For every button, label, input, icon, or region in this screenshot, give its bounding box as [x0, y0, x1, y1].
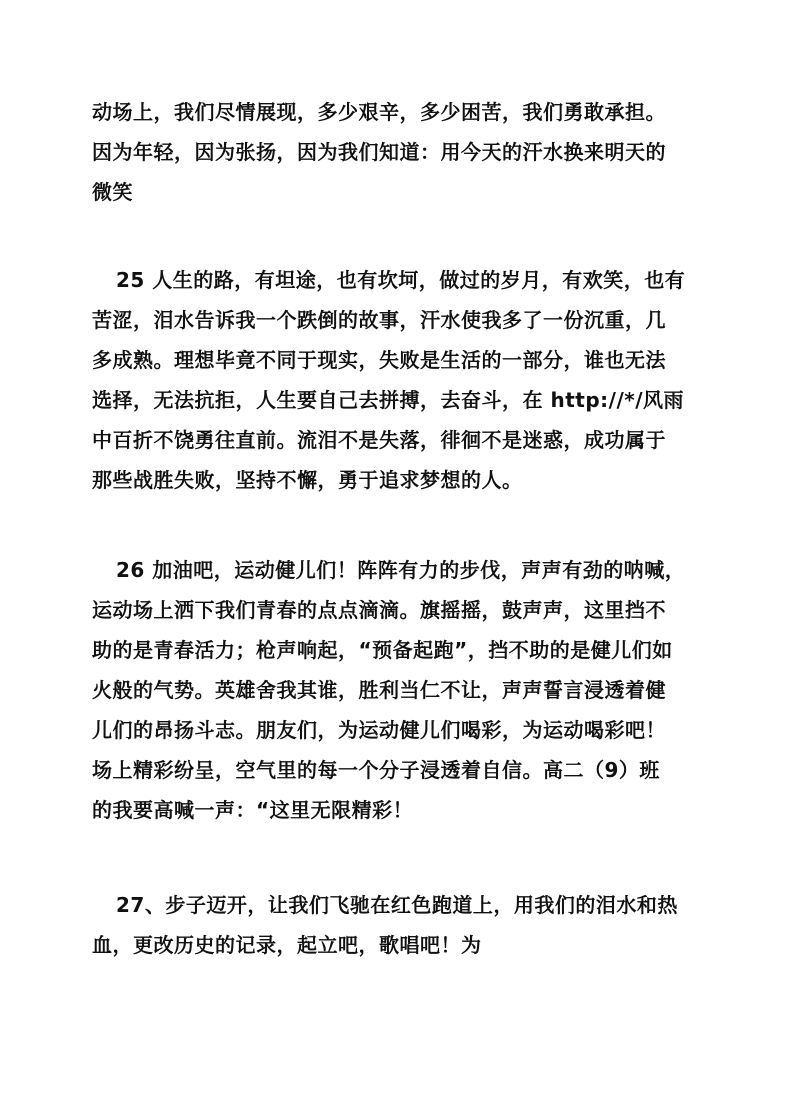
text-line: 运动场上洒下我们青春的点点滴滴。旗摇摇，鼓声声，这里挡不	[92, 598, 666, 622]
text-line: 那些战胜失败，坚持不懈，勇于追求梦想的人。	[92, 468, 523, 492]
text-line: 27、步子迈开，让我们飞驰在红色跑道上，用我们的泪水和热	[116, 893, 678, 917]
paragraph-25	[92, 260, 698, 500]
text-line: 助的是青春活力；枪声响起，“预备起跑”，挡不助的是健儿们如	[92, 638, 673, 662]
text-line: 26 加油吧，运动健儿们！阵阵有力的步伐，声声有劲的呐喊，	[116, 558, 686, 582]
text-line: 动场上，我们尽情展现，多少艰辛，多少困苦，我们勇敢承担。	[92, 100, 666, 124]
text-line: 25 人生的路，有坦途，也有坎坷，做过的岁月，有欢笑，也有	[116, 268, 686, 292]
text-line: 火般的气势。英雄舍我其谁，胜利当仁不让，声声誓言浸透着健	[92, 678, 666, 702]
text-line: 因为年轻，因为张扬，因为我们知道：用今天的汗水换来明天的	[92, 140, 666, 164]
text-line: 场上精彩纷呈，空气里的每一个分子浸透着自信。高二（9）班	[92, 758, 660, 782]
text-line: 多成熟。理想毕竟不同于现实，失败是生活的一部分，谁也无法	[92, 348, 666, 372]
text-line: 的我要高喊一声：“这里无限精彩！	[92, 798, 414, 822]
paragraph-27	[92, 885, 698, 965]
text-line: 血，更改历史的记录，起立吧，歌唱吧！为	[92, 933, 482, 957]
text-line: 微笑	[92, 180, 133, 204]
text-line: 苦涩，泪水告诉我一个跌倒的故事，汗水使我多了一份沉重，几	[92, 308, 666, 332]
paragraph-continuation	[92, 92, 698, 212]
text-line: 中百折不饶勇往直前。流泪不是失落，徘徊不是迷惑，成功属于	[92, 428, 666, 452]
paragraph-26	[92, 550, 698, 830]
text-line: 儿们的昂扬斗志。朋友们，为运动健儿们喝彩，为运动喝彩吧！	[92, 718, 666, 742]
text-line: 选择，无法抗拒，人生要自己去拼搏，去奋斗，在 http://*/风雨	[92, 388, 685, 412]
